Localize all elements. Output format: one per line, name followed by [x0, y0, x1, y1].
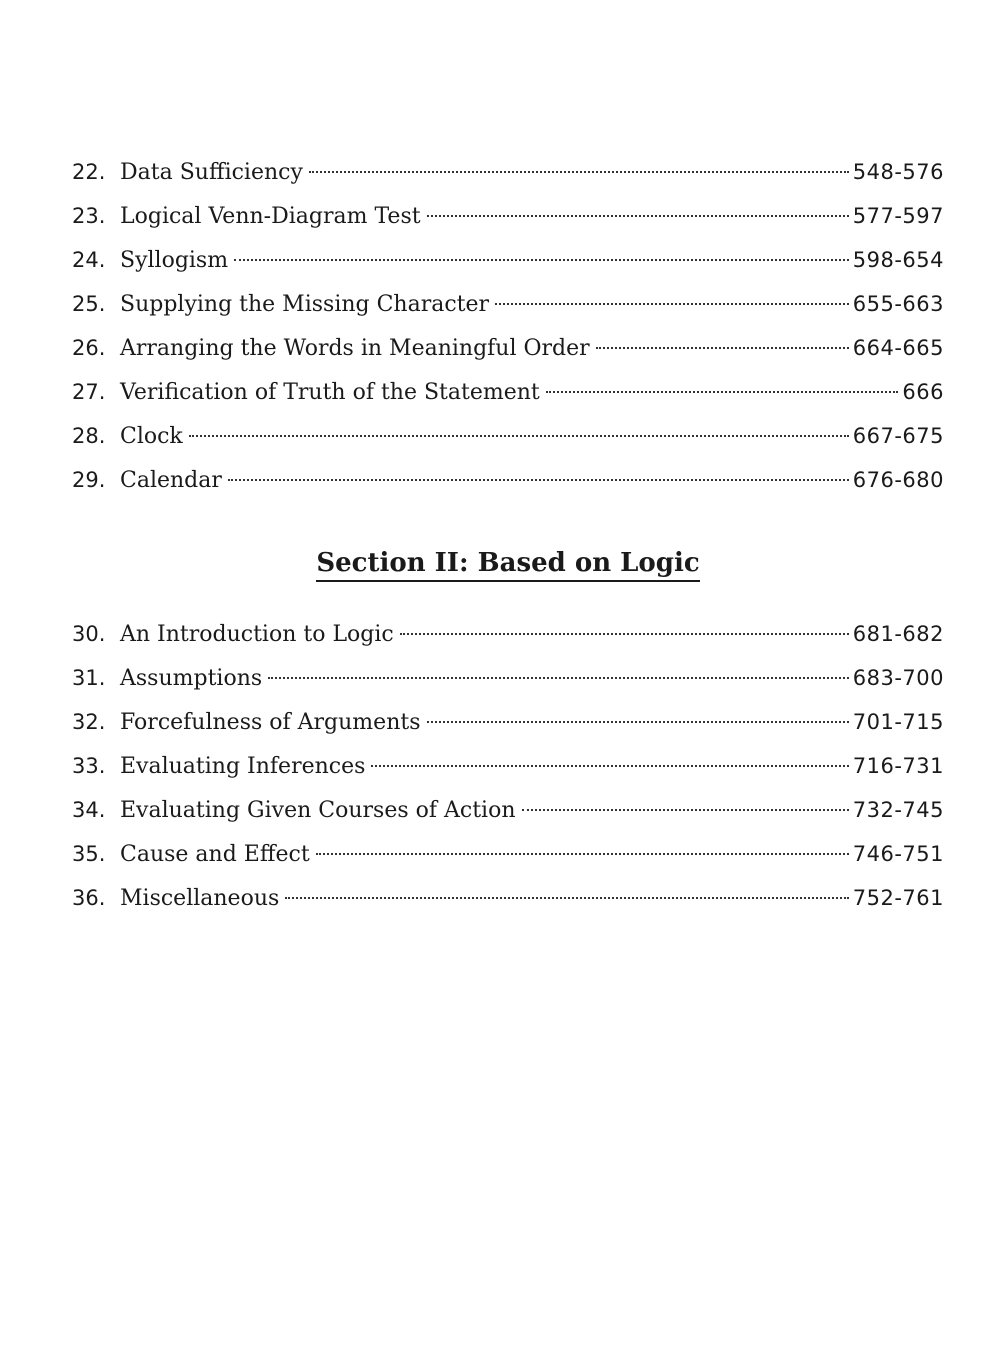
entry-number: 25.: [72, 292, 106, 316]
dot-leader: [546, 391, 899, 393]
entry-title: Assumptions: [120, 666, 263, 691]
entry-title: Arranging the Words in Meaningful Order: [120, 336, 590, 361]
entry-number: 27.: [72, 380, 106, 404]
entry-page-range: 548-576: [852, 160, 944, 184]
entry-number: 23.: [72, 204, 106, 228]
entry-title: Cause and Effect: [120, 842, 310, 867]
entry-page-range: 667-675: [852, 424, 944, 448]
entry-number: 35.: [72, 842, 106, 866]
entry-number: 29.: [72, 468, 106, 492]
entry-title: Syllogism: [120, 248, 229, 273]
toc-entry: [72, 282, 944, 326]
toc-list-section-2: [72, 612, 944, 920]
dot-leader: [400, 633, 849, 635]
entry-number: 34.: [72, 798, 106, 822]
section-heading: [0, 548, 1000, 582]
toc-entry: [72, 612, 944, 656]
dot-leader: [495, 303, 849, 305]
toc-entry: [72, 370, 944, 414]
dot-leader: [596, 347, 849, 349]
entry-page-range: 598-654: [852, 248, 944, 272]
entry-page-range: 746-751: [852, 842, 944, 866]
entry-page-range: 666: [902, 380, 944, 404]
dot-leader: [427, 721, 849, 723]
entry-page-range: 716-731: [852, 754, 944, 778]
entry-page-range: 752-761: [852, 886, 944, 910]
toc-entry: [72, 876, 944, 920]
toc-entry: [72, 458, 944, 502]
toc-entry: [72, 656, 944, 700]
entry-number: 32.: [72, 710, 106, 734]
entry-title: Clock: [120, 424, 183, 449]
entry-title: Calendar: [120, 468, 222, 493]
entry-page-range: 664-665: [852, 336, 944, 360]
entry-title: An Introduction to Logic: [120, 622, 394, 647]
entry-page-range: 701-715: [852, 710, 944, 734]
toc-entry: [72, 194, 944, 238]
entry-page-range: 681-682: [852, 622, 944, 646]
toc-entry: [72, 832, 944, 876]
dot-leader: [371, 765, 848, 767]
entry-number: 28.: [72, 424, 106, 448]
entry-page-range: 577-597: [852, 204, 944, 228]
entry-page-range: 732-745: [852, 798, 944, 822]
entry-title: Data Sufficiency: [120, 160, 303, 185]
entry-number: 26.: [72, 336, 106, 360]
entry-page-range: 655-663: [852, 292, 944, 316]
dot-leader: [316, 853, 849, 855]
entry-title: Evaluating Given Courses of Action: [120, 798, 516, 823]
toc-entry: [72, 700, 944, 744]
toc-entry: [72, 414, 944, 458]
toc-entry: [72, 326, 944, 370]
toc-entry: [72, 788, 944, 832]
entry-title: Logical Venn-Diagram Test: [120, 204, 421, 229]
dot-leader: [427, 215, 849, 217]
entry-page-range: 676-680: [852, 468, 944, 492]
dot-leader: [309, 171, 849, 173]
entry-title: Verification of Truth of the Statement: [120, 380, 540, 405]
entry-title: Forcefulness of Arguments: [120, 710, 421, 735]
entry-title: Miscellaneous: [120, 886, 280, 911]
dot-leader: [234, 259, 849, 261]
toc-entry: [72, 150, 944, 194]
entry-page-range: 683-700: [852, 666, 944, 690]
entry-title: Supplying the Missing Character: [120, 292, 490, 317]
section-heading-text: Section II: Based on Logic: [316, 548, 699, 582]
dot-leader: [228, 479, 849, 481]
entry-title: Evaluating Inferences: [120, 754, 366, 779]
dot-leader: [189, 435, 849, 437]
toc-list-section-1: [72, 150, 944, 502]
entry-number: 22.: [72, 160, 106, 184]
entry-number: 24.: [72, 248, 106, 272]
toc-entry: [72, 744, 944, 788]
toc-entry: [72, 238, 944, 282]
dot-leader: [285, 897, 848, 899]
dot-leader: [268, 677, 849, 679]
entry-number: 31.: [72, 666, 106, 690]
entry-number: 36.: [72, 886, 106, 910]
entry-number: 30.: [72, 622, 106, 646]
entry-number: 33.: [72, 754, 106, 778]
dot-leader: [522, 809, 849, 811]
